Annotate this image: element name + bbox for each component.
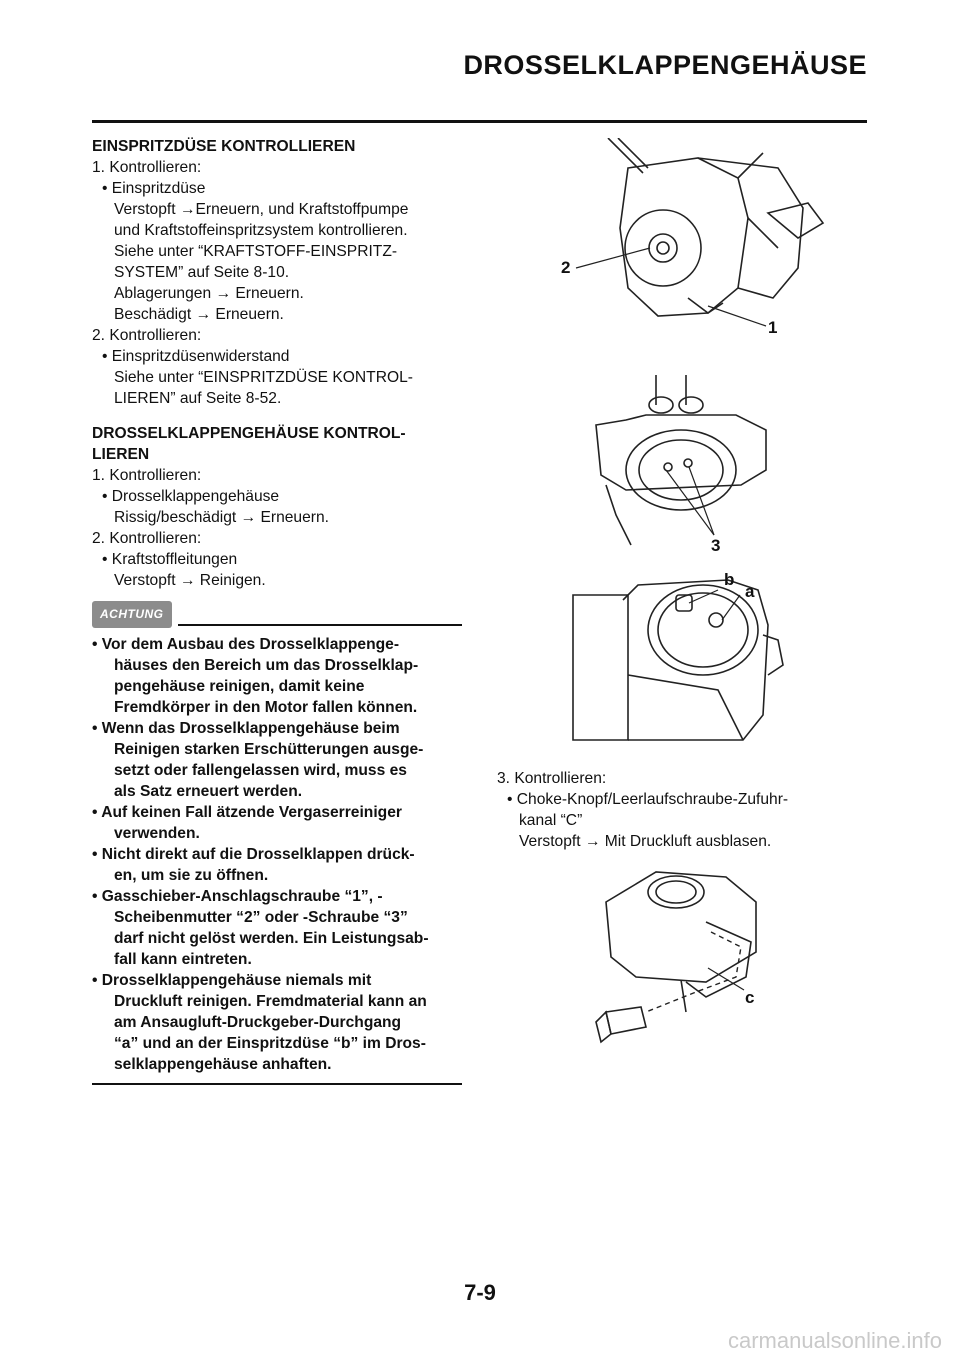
injector-line: Beschädigt → Erneuern. <box>114 306 284 323</box>
throttle-body-line: Rissig/beschädigt → Erneuern. <box>114 509 329 526</box>
step-2: 2. Kontrollieren: <box>92 530 202 547</box>
injector-line: Verstopft →Erneuern, und Kraftstoffpumpe <box>114 201 409 218</box>
figure-throttle-bore <box>568 565 788 755</box>
warning-item: • Wenn das Drosselklappengehäuse beim Reinigen starken Erschütterungen ausge- setzt oder fallengelassen wird, muss es als Satz erneuert werden. <box>92 720 424 800</box>
warning-badge: ACHTUNG <box>92 601 172 628</box>
bullet-fuel-lines: • Kraftstoffleitungen <box>102 551 238 568</box>
figure-choke-passage <box>586 862 786 1057</box>
header-rule <box>92 120 867 123</box>
callout-2: 2 <box>561 258 571 277</box>
warning-end-rule <box>92 1083 462 1085</box>
page-title: DROSSELKLAPPENGEHÄUSE <box>463 50 867 80</box>
section-heading-throttle-cont: LIEREN <box>92 446 150 463</box>
step-1: 1. Kontrollieren: <box>92 159 202 176</box>
injector-line: SYSTEM” auf Seite 8-10. <box>114 264 290 281</box>
warning-header <box>92 601 462 628</box>
resistance-line: Siehe unter “EINSPRITZDÜSE KONTROL- <box>114 369 413 386</box>
callout-3: 3 <box>711 536 721 555</box>
step-2: 2. Kontrollieren: <box>92 327 202 344</box>
bullet-choke-passage: • Choke-Knopf/Leerlaufschraube-Zufuhr- <box>507 791 789 808</box>
warning-rule <box>178 624 463 626</box>
choke-passage-cont: kanal “C” <box>519 812 583 829</box>
figure-throttle-body-side <box>548 138 848 348</box>
callout-a: a <box>745 582 755 601</box>
section-heading-injector: EINSPRITZDÜSE KONTROLLIEREN <box>92 138 356 155</box>
callout-b: b <box>724 570 735 589</box>
injector-line: Ablagerungen → Erneuern. <box>114 285 304 302</box>
callout-1: 1 <box>768 318 778 337</box>
warning-item: • Nicht direkt auf die Drosselklappen drück- en, um sie zu öffnen. <box>92 846 415 884</box>
callout-c: c <box>745 988 755 1007</box>
injector-line: Siehe unter “KRAFTSTOFF-EINSPRITZ- <box>114 243 398 260</box>
fuel-lines-line: Verstopft → Reinigen. <box>114 572 266 589</box>
warning-item: • Vor dem Ausbau des Drosselklappenge- häuses den Bereich um das Drosselklap- pengehäuse reinigen, damit keine Fremdkörper in den Motor fallen können. <box>92 636 419 716</box>
watermark: carmanualsonline.info <box>727 1328 942 1353</box>
bullet-injector: • Einspritzdüse <box>102 180 206 197</box>
bullet-throttle-body: • Drosselklappengehäuse <box>102 488 280 505</box>
step-1: 1. Kontrollieren: <box>92 467 202 484</box>
warning-list <box>92 634 462 1075</box>
left-column <box>92 136 462 1085</box>
warning-item: • Gasschieber-Anschlagschraube “1”, - Scheibenmutter “2” oder -Schraube “3” darf nicht gelöst werden. Ein Leistungsab- fall kann eintreten. <box>92 888 429 968</box>
warning-item: • Drosselklappengehäuse niemals mit Druckluft reinigen. Fremdmaterial kann an am Ansaugluft-Druckgeber-Durchgang “a” und an der Einspritzdüse “b” im Dros- selklappengehäuse anhaften. <box>92 972 427 1073</box>
right-column-text <box>497 768 877 852</box>
resistance-line: LIEREN” auf Seite 8-52. <box>114 390 282 407</box>
section-heading-throttle: DROSSELKLAPPENGEHÄUSE KONTROL- <box>92 425 406 442</box>
warning-item: • Auf keinen Fall ätzende Vergaserreiniger verwenden. <box>92 804 402 842</box>
page-number: 7-9 <box>464 1280 496 1305</box>
bullet-resistance: • Einspritzdüsenwiderstand <box>102 348 290 365</box>
injector-line: und Kraftstoffeinspritzsystem kontrollieren. <box>114 222 408 239</box>
choke-passage-line: Verstopft → Mit Druckluft ausblasen. <box>519 833 772 850</box>
step-3: 3. Kontrollieren: <box>497 770 607 787</box>
figure-throttle-body-top <box>586 375 786 555</box>
